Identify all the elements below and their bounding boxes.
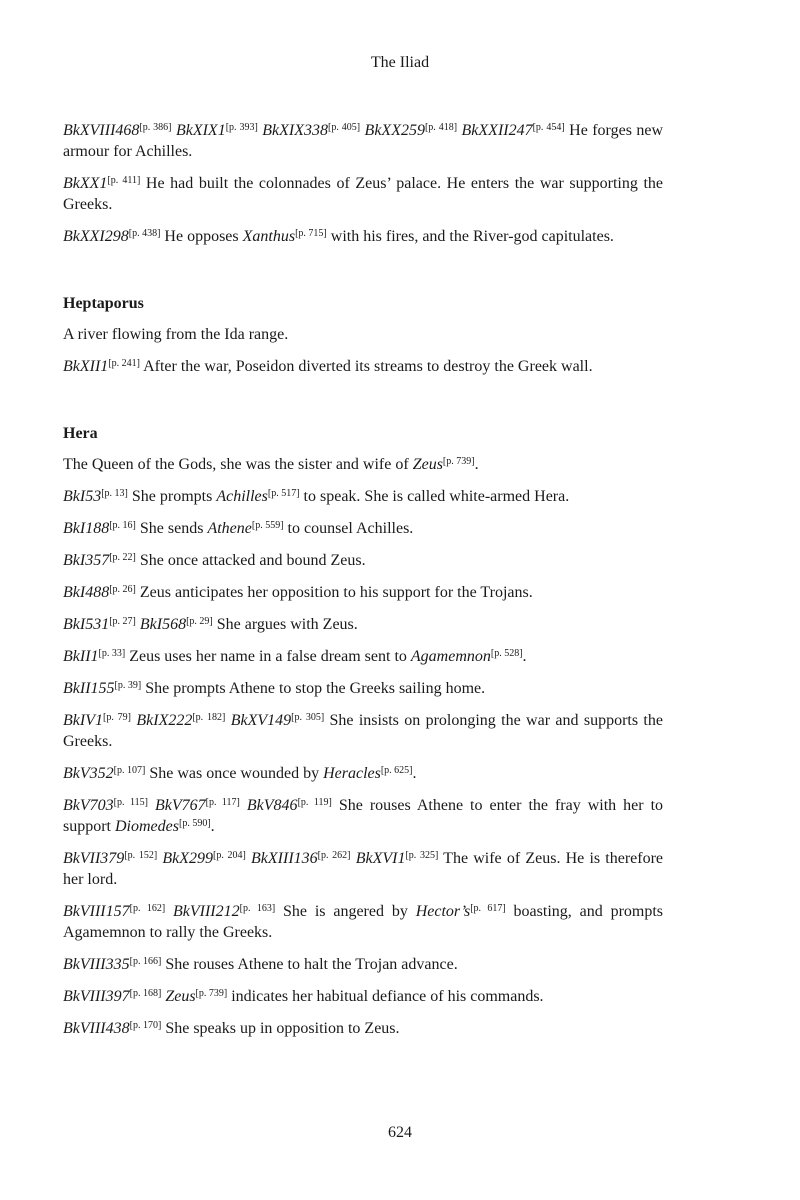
page-reference[interactable]: [p. 325] — [405, 850, 439, 861]
page-reference[interactable]: [p. 119] — [297, 797, 332, 808]
entry-heading: Heptaporus — [63, 295, 144, 312]
page-reference[interactable]: [p. 528] — [490, 648, 523, 659]
entry-text: She prompts Athene to stop the Greeks sailing home. — [141, 680, 486, 697]
page-reference[interactable]: [p. 418] — [424, 122, 458, 133]
book-line-reference[interactable]: BkV846 — [246, 797, 298, 814]
page-reference[interactable]: [p. 79] — [102, 712, 131, 723]
book-line-reference[interactable]: BkI188 — [63, 520, 110, 537]
entry-text: She rouses Athene to halt the Trojan advance. — [161, 956, 458, 973]
book-line-reference[interactable]: BkVII379 — [63, 850, 125, 867]
page-reference[interactable]: [p. 517] — [267, 488, 300, 499]
book-line-reference[interactable]: BkXXI298 — [63, 228, 129, 245]
page-reference[interactable]: [p. 170] — [129, 1020, 162, 1031]
entry-text: Zeus anticipates her opposition to his support for the Trojans. — [135, 584, 533, 601]
entry-text: . — [474, 456, 479, 473]
entry-paragraph — [63, 518, 663, 539]
cross-reference-name[interactable]: Athene — [207, 520, 252, 537]
book-line-reference[interactable]: BkV767 — [154, 797, 206, 814]
entry-text: . — [522, 648, 527, 665]
book-line-reference[interactable]: BkXV149 — [230, 712, 292, 729]
book-line-reference[interactable]: BkXIX1 — [175, 122, 226, 139]
entry-paragraph — [63, 710, 663, 752]
book-line-reference[interactable]: BkV352 — [63, 765, 114, 782]
book-line-reference[interactable]: BkIV1 — [63, 712, 103, 729]
page-reference[interactable]: [p. 107] — [113, 765, 146, 776]
entry-paragraph — [63, 646, 663, 667]
entry-text: The Queen of the Gods, she was the sister and wife of — [63, 456, 413, 473]
page-reference[interactable]: [p. 117] — [205, 797, 240, 808]
book-line-reference[interactable]: BkVIII212 — [173, 903, 240, 920]
entry-text — [240, 797, 247, 814]
page-reference[interactable]: [p. 411] — [107, 175, 141, 186]
entry-text: She was once wounded by — [145, 765, 324, 782]
entry-paragraph — [63, 848, 663, 890]
entry-text: She insists on prolonging the war and supports the Greeks. — [63, 712, 663, 750]
page-reference[interactable]: [p. 305] — [291, 712, 325, 723]
entry-text: He opposes — [160, 228, 243, 245]
book-line-reference[interactable]: BkI53 — [63, 488, 102, 505]
entry-paragraph — [63, 678, 663, 699]
entry-text: with his fires, and the River-god capitulates. — [326, 228, 614, 245]
page-reference[interactable]: [p. 715] — [295, 228, 327, 239]
entry-text: She rouses Athene to enter the fray with her to support — [63, 797, 664, 835]
entry-text: . — [412, 765, 417, 782]
entry-paragraph — [63, 795, 663, 837]
entry-text: She sends — [135, 520, 208, 537]
cross-reference-name[interactable]: Achilles — [216, 488, 268, 505]
book-line-reference[interactable]: BkII155 — [63, 680, 115, 697]
cross-reference-name[interactable]: Zeus — [412, 456, 443, 473]
book-line-reference[interactable]: BkXVIII468 — [63, 122, 140, 139]
entry-paragraph — [63, 356, 663, 377]
entry-text: He had built the colonnades of Zeus’ palace. He enters the war supporting the Greeks. — [63, 175, 664, 213]
entry-text: to counsel Achilles. — [283, 520, 414, 537]
entry-text: She once attacked and bound Zeus. — [135, 552, 366, 569]
page-reference[interactable]: [p. 454] — [532, 122, 565, 133]
book-line-reference[interactable]: BkXII1 — [63, 358, 109, 375]
book-line-reference[interactable]: BkVIII157 — [63, 903, 130, 920]
book-line-reference[interactable]: BkXX259 — [364, 122, 425, 139]
entry-text — [148, 797, 155, 814]
page-reference[interactable]: [p. 386] — [139, 122, 172, 133]
page-reference[interactable]: [p. 739] — [442, 456, 475, 467]
page-reference[interactable]: [p. 39] — [114, 680, 142, 691]
page-reference[interactable]: [p. 27] — [109, 616, 136, 627]
page-reference[interactable]: [p. 13] — [101, 488, 128, 499]
entry-paragraph — [63, 486, 663, 507]
entry-text: After the war, Poseidon diverted its streams to destroy the Greek wall. — [139, 358, 593, 375]
entry-text: She is angered by — [275, 903, 416, 920]
page-reference[interactable]: [p. 33] — [98, 648, 126, 659]
page-reference[interactable]: [p. 204] — [213, 850, 246, 861]
book-line-reference[interactable]: BkVIII335 — [63, 956, 130, 973]
entry-paragraph — [63, 582, 663, 603]
page-reference[interactable]: [p. 590] — [178, 818, 211, 829]
page-reference[interactable]: [p. 241] — [108, 358, 140, 369]
book-line-reference[interactable]: BkV703 — [63, 797, 114, 814]
book-line-reference[interactable]: BkI488 — [63, 584, 110, 601]
page-reference[interactable]: [p. 22] — [109, 552, 136, 563]
entry-text: Zeus uses her name in a false dream sent to — [125, 648, 411, 665]
book-line-reference[interactable]: BkXX1 — [63, 175, 108, 192]
page-reference[interactable]: [p. 182] — [192, 712, 226, 723]
book-line-reference[interactable]: BkII1 — [63, 648, 99, 665]
entry-text: . — [210, 818, 215, 835]
entry-paragraph — [63, 173, 663, 215]
entry-text: A river flowing from the Ida range. — [63, 326, 289, 343]
page-reference[interactable]: [p. 26] — [109, 584, 136, 595]
page-reference[interactable]: [p. 393] — [225, 122, 258, 133]
book-line-reference[interactable]: BkXXII247 — [461, 122, 533, 139]
entry-paragraph — [63, 454, 663, 475]
entry-paragraph — [63, 614, 663, 635]
entry-text: to speak. She is called white-armed Hera. — [299, 488, 570, 505]
book-line-reference[interactable]: BkI357 — [63, 552, 110, 569]
page-reference[interactable]: [p. 168] — [129, 988, 162, 999]
cross-reference-name[interactable]: Hector’s — [415, 903, 471, 920]
page-reference[interactable]: [p. 438] — [128, 228, 161, 239]
page-number: 624 — [388, 1124, 412, 1141]
page-reference[interactable]: [p. 559] — [251, 520, 284, 531]
book-line-reference[interactable]: BkIX222 — [136, 712, 193, 729]
entry-paragraph — [63, 550, 663, 571]
book-line-reference[interactable]: BkVIII438 — [63, 1020, 130, 1037]
page-reference[interactable]: [p. 625] — [380, 765, 413, 776]
entry-paragraph — [63, 901, 663, 943]
entry-paragraph — [63, 763, 663, 784]
page-reference[interactable]: [p. 152] — [124, 850, 158, 861]
book-line-reference[interactable]: BkI568 — [139, 616, 187, 633]
running-head-title: The Iliad — [370, 54, 430, 71]
book-line-reference[interactable]: BkI531 — [63, 616, 110, 633]
page-reference[interactable]: [p. 16] — [109, 520, 136, 531]
entry-paragraph — [63, 120, 663, 162]
entry-paragraph — [63, 226, 663, 247]
page-reference[interactable]: [p. 29] — [186, 616, 213, 627]
page-reference[interactable]: [p. 162] — [129, 903, 166, 914]
page-reference[interactable]: [p. 262] — [317, 850, 351, 861]
book-line-reference[interactable]: BkXVI1 — [355, 850, 406, 867]
cross-reference-name[interactable]: Heracles — [323, 765, 381, 782]
book-line-reference[interactable]: BkXIII136 — [251, 850, 318, 867]
entry-paragraph — [63, 986, 663, 1007]
cross-reference-name[interactable]: Diomedes — [115, 818, 179, 835]
entry-text — [165, 903, 173, 920]
entry-text: She prompts — [127, 488, 217, 505]
page-reference[interactable]: [p. 739] — [195, 988, 228, 999]
page-reference[interactable]: [p. 405] — [328, 122, 361, 133]
entry-text: boasting, and prompts Agamemnon to rally the Greeks. — [63, 903, 664, 941]
entry-paragraph — [63, 1018, 663, 1039]
entry-paragraph — [63, 954, 663, 975]
cross-reference-name[interactable]: Agamemnon — [410, 648, 491, 665]
entry-text: indicates her habitual defiance of his commands. — [227, 988, 544, 1005]
cross-reference-name[interactable]: Zeus — [165, 988, 196, 1005]
cross-reference-name[interactable]: Xanthus — [242, 228, 296, 245]
page-reference[interactable]: [p. 166] — [129, 956, 162, 967]
entry-text: She speaks up in opposition to Zeus. — [161, 1020, 400, 1037]
entry-text: She argues with Zeus. — [212, 616, 358, 633]
entry-paragraph — [63, 324, 663, 345]
document-body — [63, 120, 663, 1050]
page-reference[interactable]: [p. 163] — [239, 903, 276, 914]
page-reference[interactable]: [p. 115] — [113, 797, 148, 808]
book-line-reference[interactable]: BkXIX338 — [262, 122, 328, 139]
entry-text: He forges new armour for Achilles. — [63, 122, 664, 160]
entry-text: The wife of Zeus. He is therefore her lord. — [63, 850, 664, 888]
book-line-reference[interactable]: BkVIII397 — [63, 988, 130, 1005]
page-reference[interactable]: [p. 617] — [470, 903, 506, 914]
entry-heading: Hera — [63, 425, 98, 442]
book-line-reference[interactable]: BkX299 — [162, 850, 213, 867]
